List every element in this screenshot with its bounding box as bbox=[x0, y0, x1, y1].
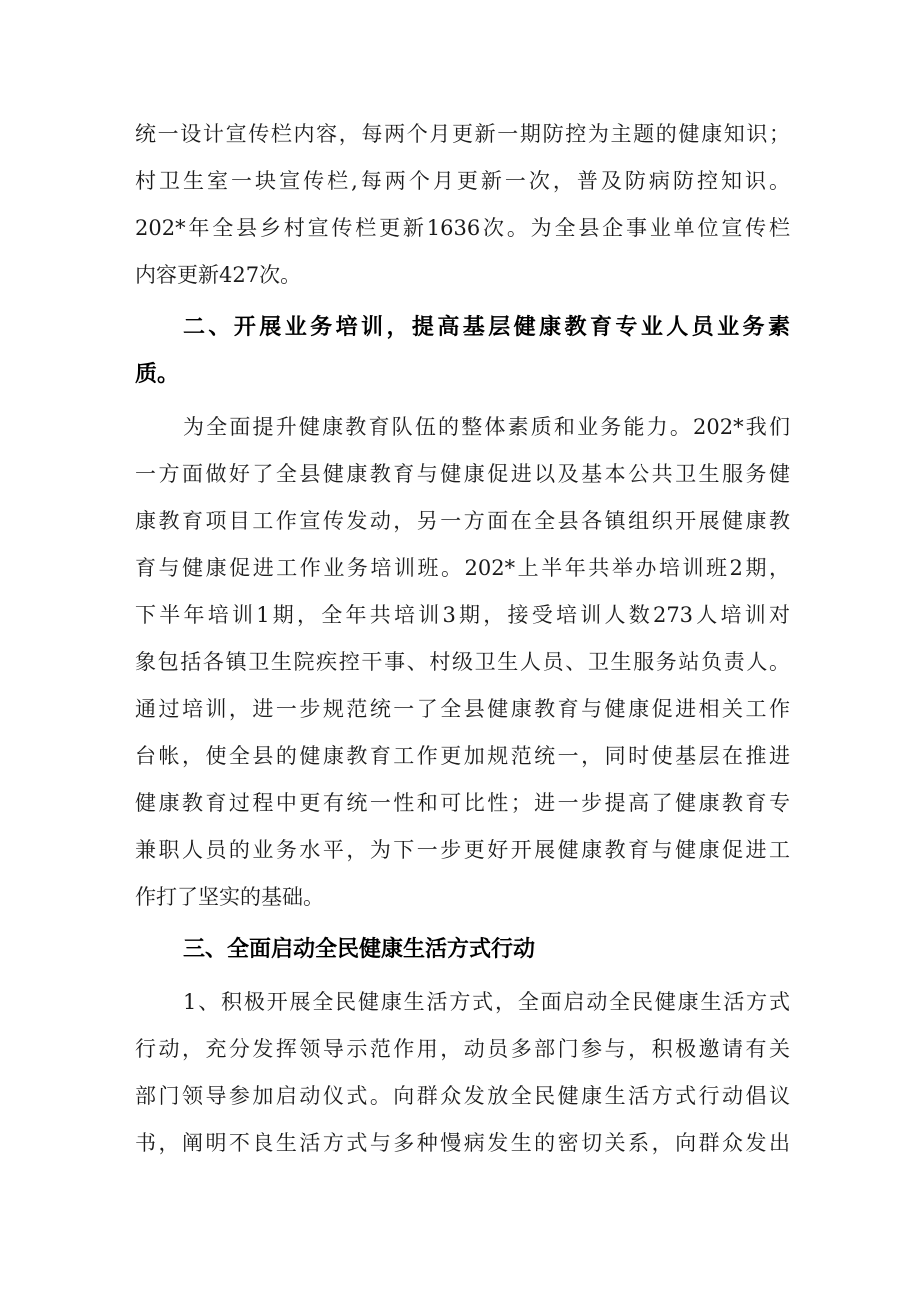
paragraph-2-line-1: 为全面提升健康教育队伍的整体素质和业务能力。202*我们 bbox=[183, 415, 790, 439]
paragraph-2-line-6: 象包括各镇卫生院疾控干事、村级卫生人员、卫生服务站负责人。 bbox=[135, 650, 790, 674]
paragraph-2-line-11: 作打了坚实的基础。 bbox=[135, 885, 324, 909]
paragraph-3-line-2: 行动，充分发挥领导示范作用，动员多部门参与，积极邀请有关 bbox=[135, 1037, 790, 1061]
paragraph-2-line-7: 通过培训，进一步规范统一了全县健康教育与健康促进相关工作 bbox=[135, 697, 790, 721]
section-heading-2-line-1: 二、开展业务培训，提高基层健康教育专业人员业务素 bbox=[183, 315, 790, 340]
section-heading-3: 三、全面启动全民健康生活方式行动 bbox=[183, 937, 536, 962]
paragraph-2-line-5: 下半年培训1期，全年共培训3期，接受培训人数273人培训对 bbox=[135, 603, 790, 627]
paragraph-2-line-3: 康教育项目工作宣传发动，另一方面在全县各镇组织开展健康教 bbox=[135, 509, 790, 533]
paragraph-2-line-2: 一方面做好了全县健康教育与健康促进以及基本公共卫生服务健 bbox=[135, 462, 790, 486]
paragraph-2-line-4: 育与健康促进工作业务培训班。202*上半年共举办培训班2期， bbox=[135, 556, 790, 580]
paragraph-3-line-1: 1、积极开展全民健康生活方式，全面启动全民健康生活方式 bbox=[183, 990, 790, 1014]
paragraph-1-line-1: 统一设计宣传栏内容，每两个月更新一期防控为主题的健康知识； bbox=[135, 122, 790, 146]
paragraph-3-line-4: 书，阐明不良生活方式与多种慢病发生的密切关系，向群众发出 bbox=[135, 1131, 790, 1155]
paragraph-1-line-3: 202*年全县乡村宣传栏更新1636次。为全县企事业单位宣传栏 bbox=[135, 216, 790, 240]
paragraph-2-line-8: 台帐，使全县的健康教育工作更加规范统一，同时使基层在推进 bbox=[135, 744, 790, 768]
paragraph-1-line-2: 村卫生室一块宣传栏,每两个月更新一次，普及防病防控知识。 bbox=[135, 169, 790, 193]
section-heading-2-line-2: 质。 bbox=[135, 362, 180, 387]
paragraph-2-line-10: 兼职人员的业务水平，为下一步更好开展健康教育与健康促进工 bbox=[135, 838, 790, 862]
paragraph-1-line-4: 内容更新427次。 bbox=[135, 263, 302, 287]
paragraph-3-line-3: 部门领导参加启动仪式。向群众发放全民健康生活方式行动倡议 bbox=[135, 1084, 790, 1108]
paragraph-2-line-9: 健康教育过程中更有统一性和可比性；进一步提高了健康教育专 bbox=[135, 791, 790, 815]
